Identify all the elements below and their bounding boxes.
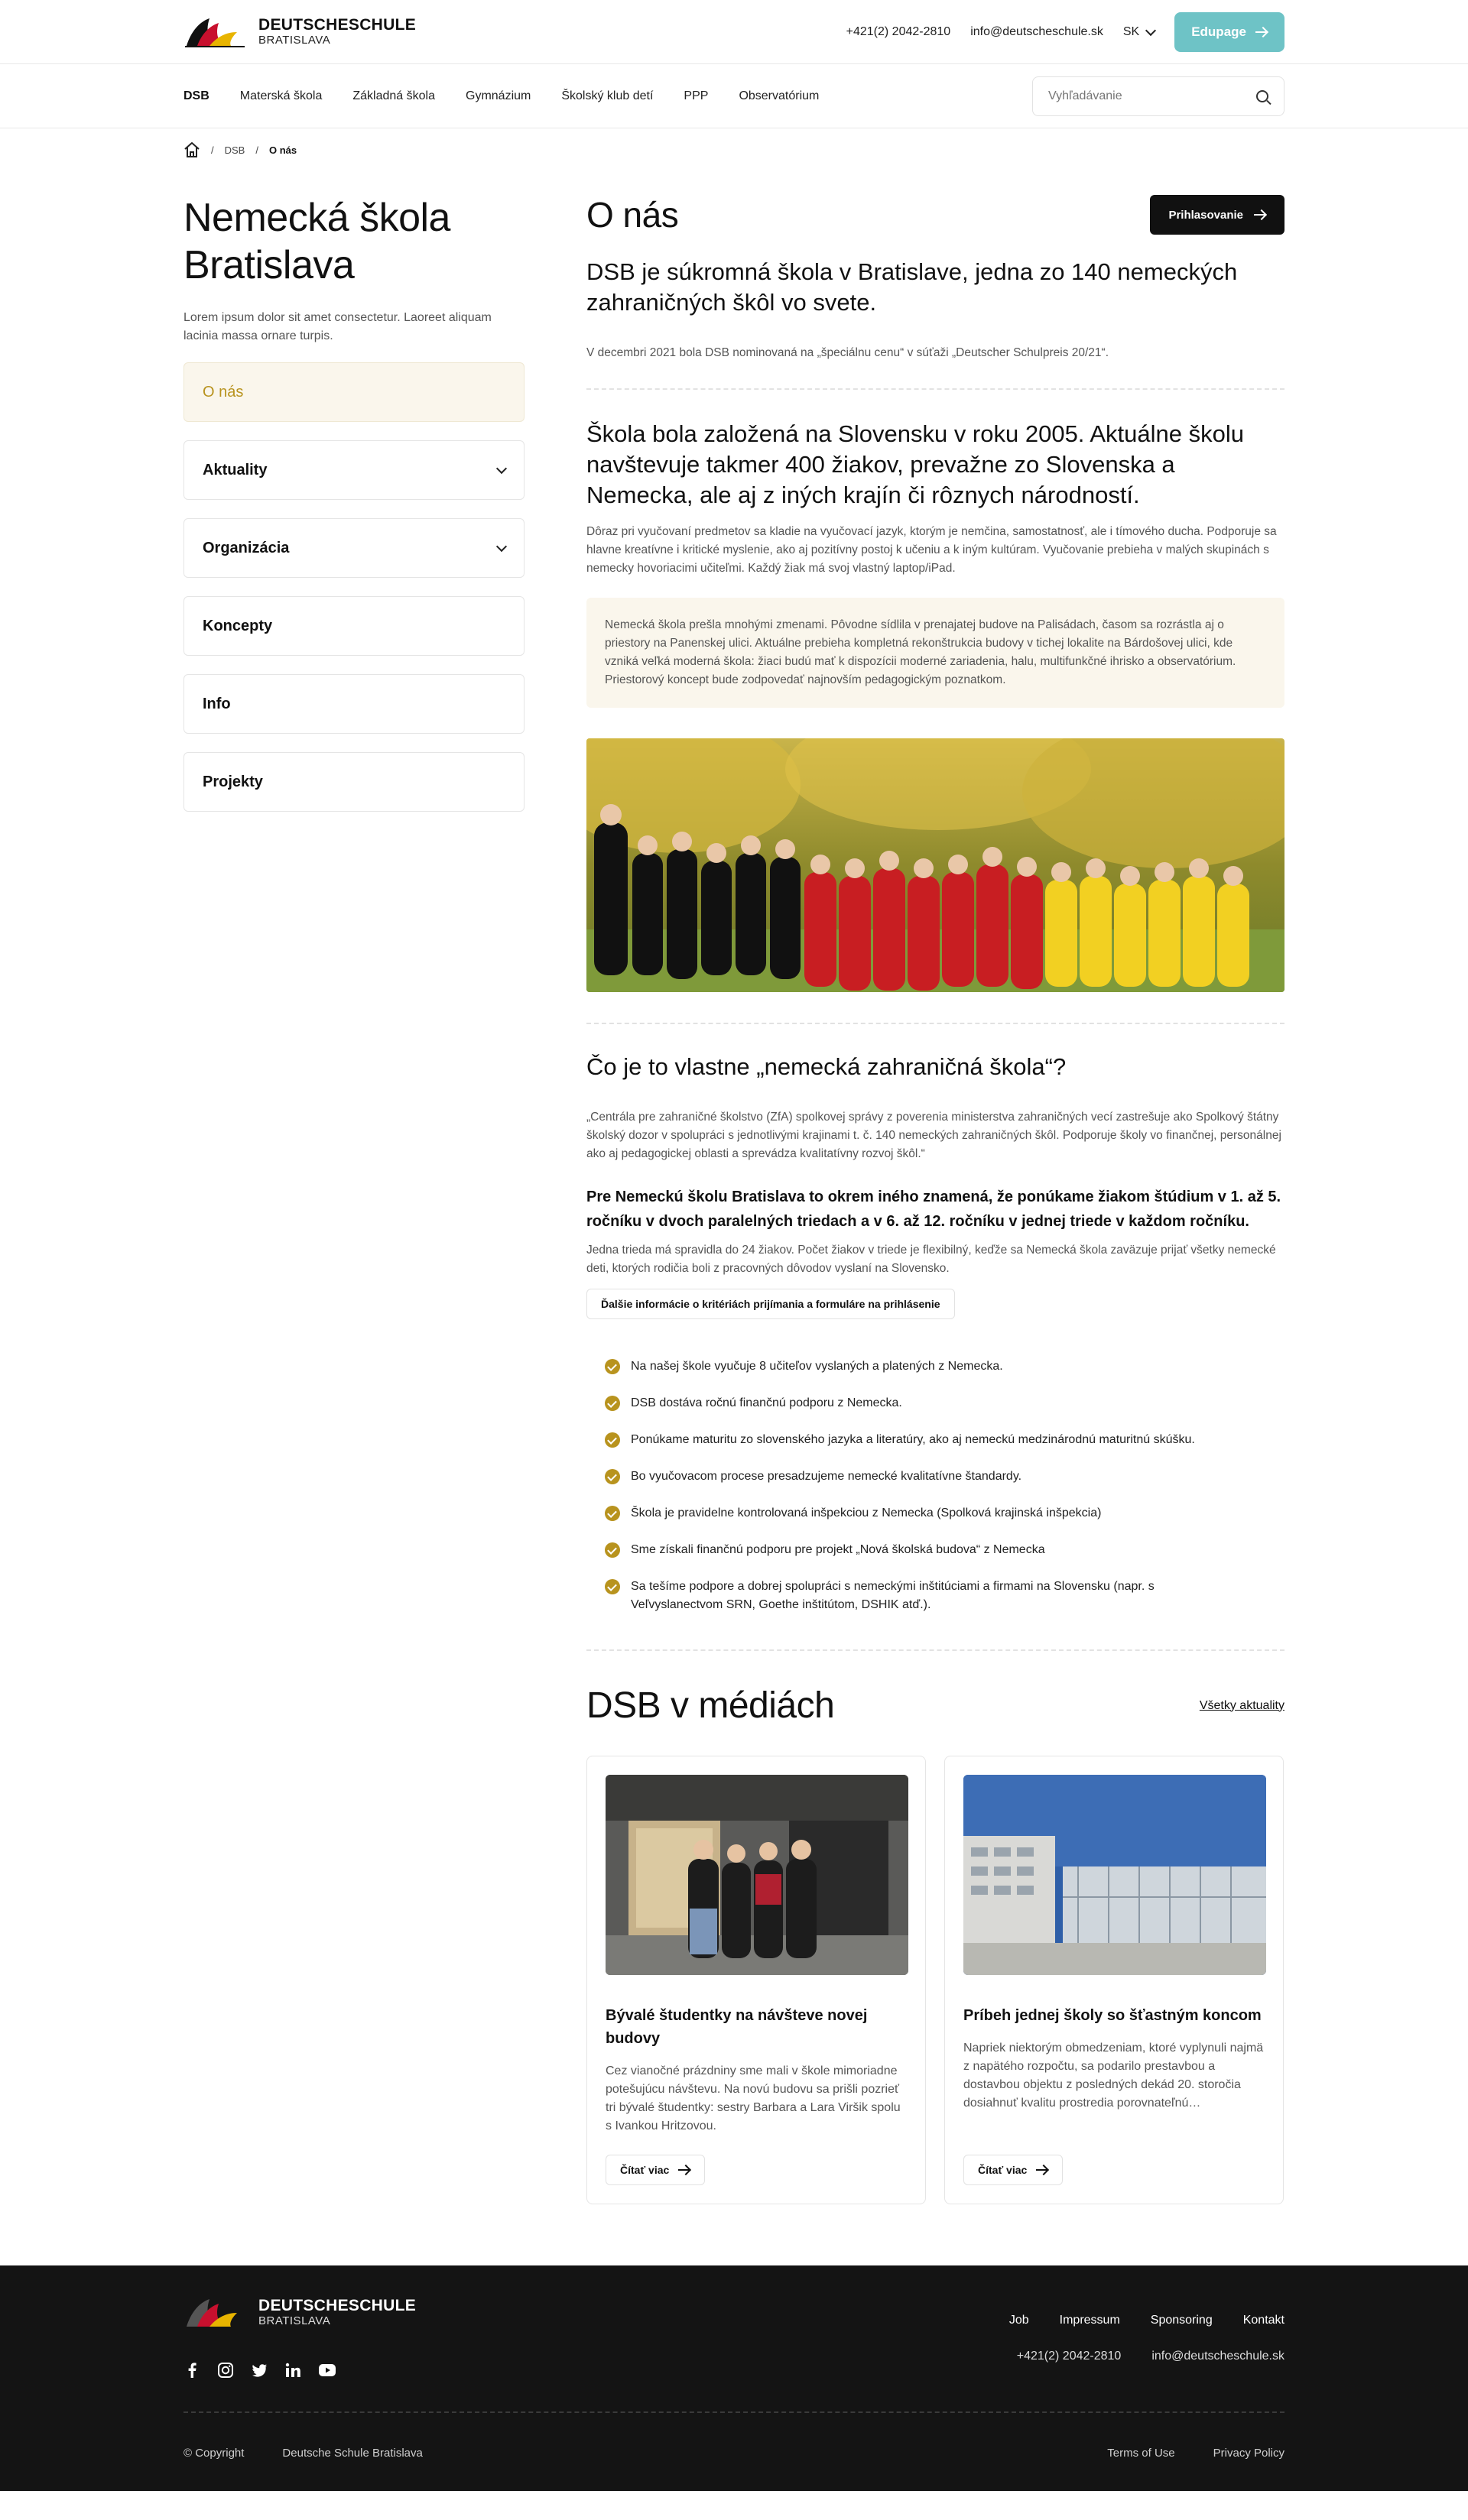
sidebar-item-organizacia[interactable]: [184, 518, 525, 578]
brand-logo[interactable]: [184, 15, 416, 49]
facebook-icon[interactable]: [184, 2362, 200, 2379]
footer-email[interactable]: info@deutscheschule.sk: [1151, 2350, 1284, 2363]
what-quote: „Centrála pre zahraničné školstvo (ZfA) spolkovej správy z poverenia ministerstva zahraničných vecí zastrešuje ako Spolkový štátny školský dozor v spolupráci s jednotlivými krajinami t. č. 140 nemeckých zahraničných škôl. Podporuje školy vo finančnej, personálnej ako aj pedagogickej oblasti a sprevádza kvalitatívny rozvoj škôl.“: [586, 1111, 1281, 1160]
list-item: [605, 1357, 1284, 1376]
brand-name: DEUTSCHESCHULE: [258, 2297, 417, 2314]
login-label: Prihlasovanie: [1168, 208, 1243, 222]
footer-brand-logo[interactable]: [184, 2296, 416, 2330]
check-icon: [605, 1542, 620, 1558]
top-header: [0, 0, 1468, 64]
arrow-right-icon: [678, 2165, 690, 2175]
sidebar: [184, 194, 525, 2204]
chevron-down-icon: [496, 540, 507, 551]
breadcrumb-separator: /: [211, 144, 214, 156]
footer-privacy-link[interactable]: Privacy Policy: [1213, 2447, 1284, 2460]
footer-contacts: [1017, 2350, 1284, 2363]
edupage-button[interactable]: [1174, 12, 1284, 52]
founded-heading: Škola bola založená na Slovensku v roku 2005. Aktuálne školu navštevuje takmer 400 žiakov, prevažne zo Slovenska a Nemecka, ale aj z iných krajín či rôznych národností.: [586, 420, 1244, 508]
header-email[interactable]: info@deutscheschule.sk: [970, 25, 1103, 38]
list-item: [605, 1394, 1284, 1412]
sidebar-item-label: Koncepty: [203, 617, 273, 634]
list-item-text: Ponúkame maturitu zo slovenského jazyka a literatúry, ako aj nemeckú medzinárodnú maturitnú skúšku.: [631, 1433, 1195, 1446]
news-card-image: [606, 1775, 908, 1975]
check-icon: [605, 1432, 620, 1448]
breadcrumb-item-current: O nás: [268, 144, 297, 156]
what-heading: Čo je to vlastne „nemecká zahraničná škola“?: [586, 1053, 1067, 1080]
read-more-label: Čítať viac: [620, 2164, 670, 2176]
nav-item-skolsky-klub[interactable]: Školský klub detí: [561, 89, 654, 102]
footer-org: Deutsche Schule Bratislava: [282, 2447, 423, 2460]
sidebar-item-label: Aktuality: [203, 461, 268, 478]
list-item: [605, 1468, 1284, 1486]
chevron-down-icon: [496, 462, 507, 473]
list-item-text: Sa tešíme podpore a dobrej spolupráci s nemeckými inštitúciami a firmami na Slovensku (napr. s Veľvyslanectvom SRN, Goethe inštitútom, DSHIK atď.).: [631, 1580, 1155, 1611]
read-more-button[interactable]: [606, 2155, 705, 2185]
read-more-label: Čítať viac: [978, 2164, 1028, 2176]
founded-text: Dôraz pri vyučovaní predmetov sa kladie na vyučovací jazyk, ktorým je nemčina, samostatnosť, ale i tímového ducha. Podporuje sa hlavne kreatívne i kritické myslenie, ako aj pozitívny postoj k učeniu a k iným kultúram. Vyučovanie prebieha v malých skupinách s nemecky hovoriacimi učiteľmi. Každý žiak má svoj vlastný laptop/iPad.: [586, 525, 1277, 575]
footer-link-impressum[interactable]: Impressum: [1059, 2314, 1120, 2327]
intro-text: V decembri 2021 bola DSB nominovaná na „špeciálnu cenu“ v súťaži „Deutscher Schulpreis 20/21“.: [586, 346, 1109, 359]
news-card-image: [963, 1775, 1266, 1975]
read-more-button[interactable]: [963, 2155, 1063, 2185]
breadcrumb-separator: /: [255, 144, 258, 156]
instagram-icon[interactable]: [217, 2362, 234, 2379]
study-text: Jedna trieda má spravidla do 24 žiakov. Počet žiakov v triede je flexibilný, keďže sa Nemecká škola zaväzuje prijať všetky nemecké deti, ktorých rodičia boli z pracovných dôvodov vyslaní na Slovensko.: [586, 1244, 1276, 1275]
divider: [586, 1649, 1284, 1651]
footer-links: [1009, 2314, 1284, 2327]
arrow-right-icon: [1036, 2165, 1048, 2175]
social-links: [184, 2362, 336, 2379]
news-card-text: Napriek niektorým obmedzeniam, ktoré vyplynuli najmä z napätého rozpočtu, sa podarilo prestavbou a dostavbou objektu z posledných dekád 20. storočia dosiahnuť kvalitu prostredia porovnateľnú…: [963, 2042, 1264, 2110]
list-item-text: DSB dostáva ročnú finančnú podporu z Nemecka.: [631, 1396, 902, 1409]
arrow-right-icon: [1255, 28, 1268, 37]
list-item: [605, 1541, 1284, 1559]
language-label: SK: [1122, 25, 1140, 38]
footer: [0, 2265, 1468, 2491]
linkedin-icon[interactable]: [284, 2362, 301, 2379]
callout-box: Nemecká škola prešla mnohými zmenami. Pôvodne sídlila v prenajatej budove na Palisádach, časom sa rozrástla aj o priestory na Panenskej ulici. Aktuálne prebieha kompletná rekonštrukcia budovy v tichej lokalite na Bárdošovej ulici, kde vzniká veľká moderná škola: žiaci budú mať k dispozícii moderné zariadenia, halu, multifunkčné ihrisko a observatórium. Priestorový koncept bude zodpovedať najnovším pedagogickým poznatkom.: [586, 598, 1284, 708]
logo-icon: [184, 15, 248, 49]
nav-item-zakladna-skola[interactable]: Základná škola: [352, 89, 435, 102]
study-heading: Pre Nemeckú školu Bratislava to okrem iného znamená, že ponúkame žiakom štúdium v 1. až 5. ročníku v dvoch paralelných triedach a v 6. až 12. ročníku v jednej triede v každom ročníku.: [586, 1189, 1281, 1230]
sidebar-item-projekty[interactable]: [184, 752, 525, 812]
check-icon: [605, 1396, 620, 1411]
nav-item-gymnazium[interactable]: Gymnázium: [466, 89, 531, 102]
edupage-label: Edupage: [1191, 24, 1246, 39]
login-button[interactable]: [1150, 195, 1284, 235]
sidebar-item-label: Organizácia: [203, 539, 290, 556]
search-box: [1032, 76, 1284, 116]
footer-link-sponsoring[interactable]: Sponsoring: [1150, 2314, 1213, 2327]
news-card-title[interactable]: Bývalé študentky na návšteve novej budovy: [606, 2007, 868, 2047]
list-item-text: Škola je pravidelne kontrolovaná inšpekciou z Nemecka (Spolková krajinská inšpekcia): [631, 1506, 1102, 1519]
list-item-text: Bo vyučovacom procese presadzujeme nemecké kvalitatívne štandardy.: [631, 1470, 1022, 1483]
sidebar-item-label: Projekty: [203, 773, 263, 790]
sidebar-item-aktuality[interactable]: [184, 440, 525, 500]
list-item: [605, 1504, 1284, 1523]
sidebar-item-info[interactable]: [184, 674, 525, 734]
all-news-link[interactable]: Všetky aktuality: [1199, 1698, 1284, 1712]
divider: [586, 1023, 1284, 1024]
students-photo: [586, 738, 1284, 992]
sidebar-title: Nemecká škola Bratislava: [184, 196, 450, 287]
news-card-text: Cez vianočné prázdniny sme mali v škole mimoriadne potešujúcu návštevu. Na novú budovu sa prišli pozrieť tri bývalé študentky: sestry Barbara a Lara Viršik spolu s Ivankou Hritzovou.: [606, 2064, 901, 2132]
criteria-button[interactable]: Ďalšie informácie o kritériách prijímania a formuláre na prihlásenie: [586, 1289, 955, 1319]
list-item-text: Sme získali finančnú podporu pre projekt „Nová školská budova“ z Nemecka: [631, 1543, 1045, 1556]
header-phone[interactable]: +421(2) 2042-2810: [846, 25, 951, 38]
check-icon: [605, 1579, 620, 1594]
search-input[interactable]: [1048, 89, 1239, 103]
divider: [586, 388, 1284, 390]
breadcrumb: [184, 128, 1284, 171]
youtube-icon[interactable]: [318, 2362, 336, 2379]
language-selector[interactable]: [1123, 25, 1155, 39]
list-item-text: Na našej škole vyučuje 8 učiteľov vyslaných a platených z Nemecka.: [631, 1360, 1003, 1373]
news-card: [944, 1756, 1284, 2204]
checklist: [586, 1357, 1284, 1614]
sidebar-item-koncepty[interactable]: [184, 596, 525, 656]
footer-link-kontakt[interactable]: Kontakt: [1242, 2314, 1284, 2327]
nav-item-ppp[interactable]: PPP: [684, 89, 709, 102]
list-item: [605, 1431, 1284, 1449]
news-card: [586, 1756, 926, 2204]
twitter-icon[interactable]: [251, 2362, 268, 2379]
nav-item-materska-skola[interactable]: Materská škola: [239, 89, 323, 102]
main-nav: [0, 64, 1468, 128]
sidebar-item-label: Info: [203, 695, 231, 712]
logo-icon: [184, 2296, 248, 2330]
footer-phone[interactable]: +421(2) 2042-2810: [1016, 2350, 1122, 2363]
arrow-right-icon: [1254, 210, 1266, 219]
page-title: O nás: [586, 195, 679, 235]
brand-city: BRATISLAVA: [258, 34, 331, 47]
footer-terms-link[interactable]: Terms of Use: [1107, 2447, 1175, 2460]
check-icon: [605, 1359, 620, 1374]
intro-heading: DSB je súkromná škola v Bratislave, jedna zo 140 nemeckých zahraničných škôl vo svete.: [586, 258, 1238, 316]
sidebar-item-label: O nás: [203, 383, 244, 401]
footer-link-job[interactable]: Job: [1008, 2314, 1029, 2327]
nav-item-observatorium[interactable]: Observatórium: [739, 89, 820, 102]
home-icon[interactable]: [184, 141, 200, 158]
students-photo-image: [586, 738, 1284, 992]
check-icon: [605, 1506, 620, 1521]
sidebar-lead: Lorem ipsum dolor sit amet consectetur. Laoreet aliquam lacinia massa ornare turpis.: [184, 311, 492, 342]
brand-city: BRATISLAVA: [258, 2314, 331, 2327]
nav-item-dsb[interactable]: DSB: [184, 89, 209, 102]
media-title: DSB v médiách: [586, 1685, 835, 1726]
list-item: [605, 1578, 1284, 1614]
search-icon[interactable]: [1256, 90, 1268, 102]
news-card-title[interactable]: Príbeh jednej školy so šťastným koncom: [963, 2007, 1262, 2024]
sidebar-item-o-nas[interactable]: [184, 362, 525, 422]
brand-name: DEUTSCHESCHULE: [258, 16, 417, 34]
check-icon: [605, 1469, 620, 1484]
chevron-down-icon: [1145, 24, 1156, 35]
breadcrumb-item-dsb[interactable]: DSB: [224, 144, 245, 156]
content: [586, 194, 1284, 2204]
footer-copyright: © Copyright: [184, 2447, 245, 2460]
footer-divider: [184, 2411, 1284, 2413]
